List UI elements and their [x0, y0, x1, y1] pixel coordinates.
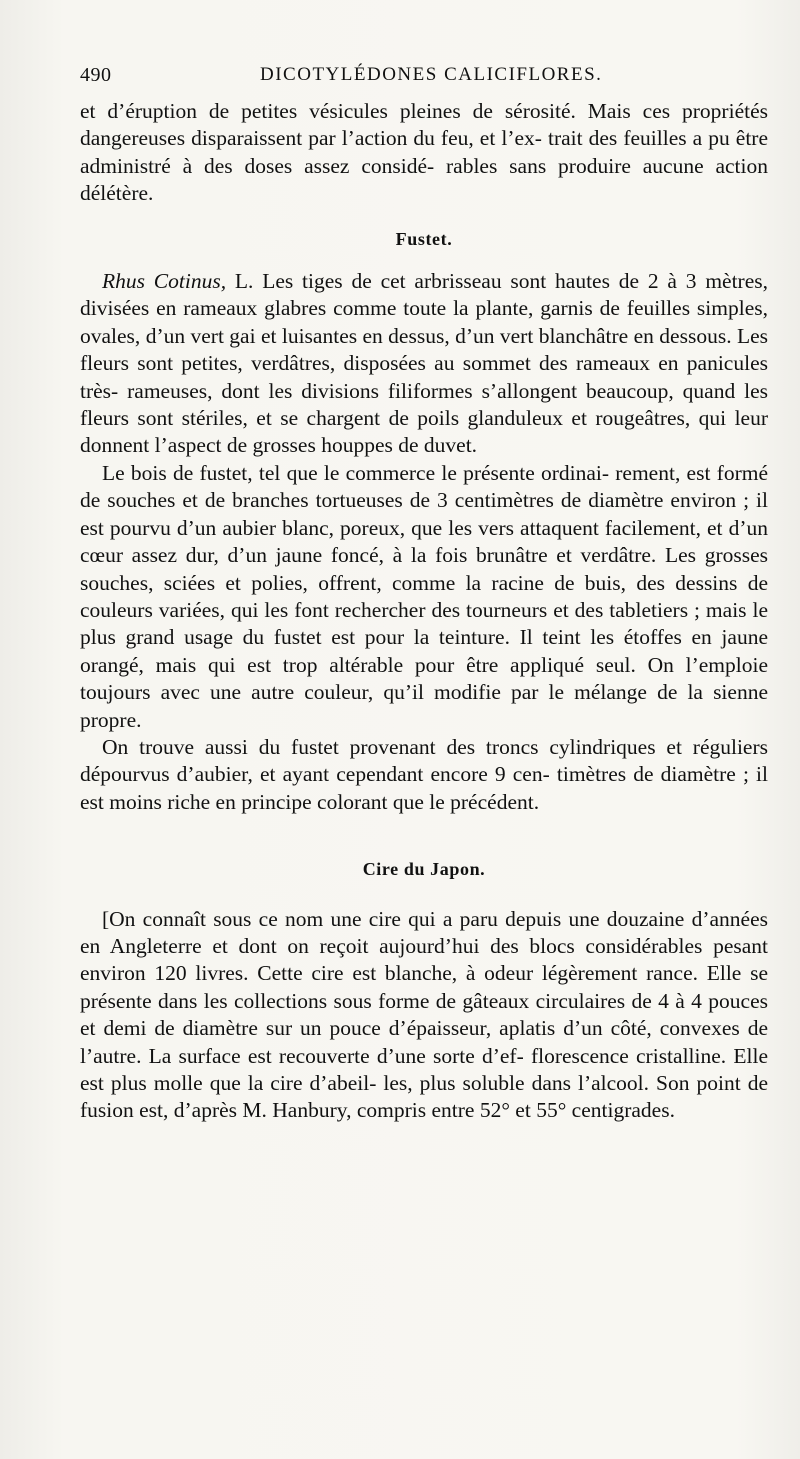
- section-heading-cire-du-japon: Cire du Japon.: [362, 859, 486, 880]
- species-name: Rhus Cotinus,: [102, 269, 227, 294]
- fustet-paragraph-1-text: L. Les tiges de cet arbrisseau sont hautes de 2 à 3 mètres, divisées en rameaux glabres comme toute la plante, garnis de feuilles simples, ovales, d’un vert gai et luisantes en dessus, d’un vert blanchâtre en dessous. Les fleurs sont petites, verdâtres, disposées au sommet des rameaux en panicules très- rameuses, dont les divisions filiformes s’allongent beaucoup, quand les fleurs sont stériles, et se chargent de poils glanduleux et rougeâtres, qui leur donnent l’aspect de grosses houppes de duvet.: [80, 269, 769, 458]
- running-title: DICOTYLÉDONES CALICIFLORES.: [260, 64, 603, 85]
- intro-paragraph: et d’éruption de petites vésicules pleines de sérosité. Mais ces propriétés dangereuses disparaissent par l’action du feu, et l’ex- trait des feuilles a pu être administré à des doses assez considé- rables sans produire aucune action délétère.: [80, 99, 768, 206]
- page-body: [80, 98, 768, 1125]
- section-heading-fustet: Fustet.: [395, 228, 453, 249]
- page-number: 490: [80, 64, 112, 86]
- fustet-paragraph-1: [80, 268, 768, 460]
- fustet-paragraph-2: Le bois de fustet, tel que le commerce le présente ordinai- rement, est formé de souches et de branches tortueuses de 3 centimètres de diamètre environ ; il est pourvu d’un aubier blanc, poreux, que les vers attaquent facilement, et d’un cœur assez dur, d’un jaune foncé, à la fois brunâtre et verdâtre. Les grosses souches, sciées et polies, offrent, comme la racine de buis, des dessins de couleurs variées, qui les font rechercher des tourneurs et des tabletiers ; mais le plus grand usage du fustet est pour la teinture. Il teint les étoffes en jaune orangé, mais qui est trop altérable pour être appliqué seul. On l’emploie toujours avec une autre couleur, qu’il modifie par le mélange de la sienne propre.: [80, 460, 768, 732]
- fustet-paragraph-3: On trouve aussi du fustet provenant des troncs cylindriques et réguliers dépourvus d’aubier, et ayant cependant encore 9 cen- timètres de diamètre ; il est moins riche en principe colorant que le précédent.: [80, 734, 768, 814]
- cire-paragraph-1: [On connaît sous ce nom une cire qui a paru depuis une douzaine d’années en Angleterre et dont on reçoit aujourd’hui des blocs considérables pesant environ 120 livres. Cette cire est blanche, à odeur légèrement rance. Elle se présente dans les collections sous forme de gâteaux circulaires de 4 à 4 pouces et demi de diamètre sur un pouce d’épaisseur, aplatis d’un côté, convexes de l’autre. La surface est recouverte d’une sorte d’ef- florescence cristalline. Elle est plus molle que la cire d’abeil- les, plus soluble dans l’alcool. Son point de fusion est, d’après M. Hanbury, compris entre 52° et 55° centigrades.: [80, 906, 768, 1123]
- page-header: [80, 60, 770, 90]
